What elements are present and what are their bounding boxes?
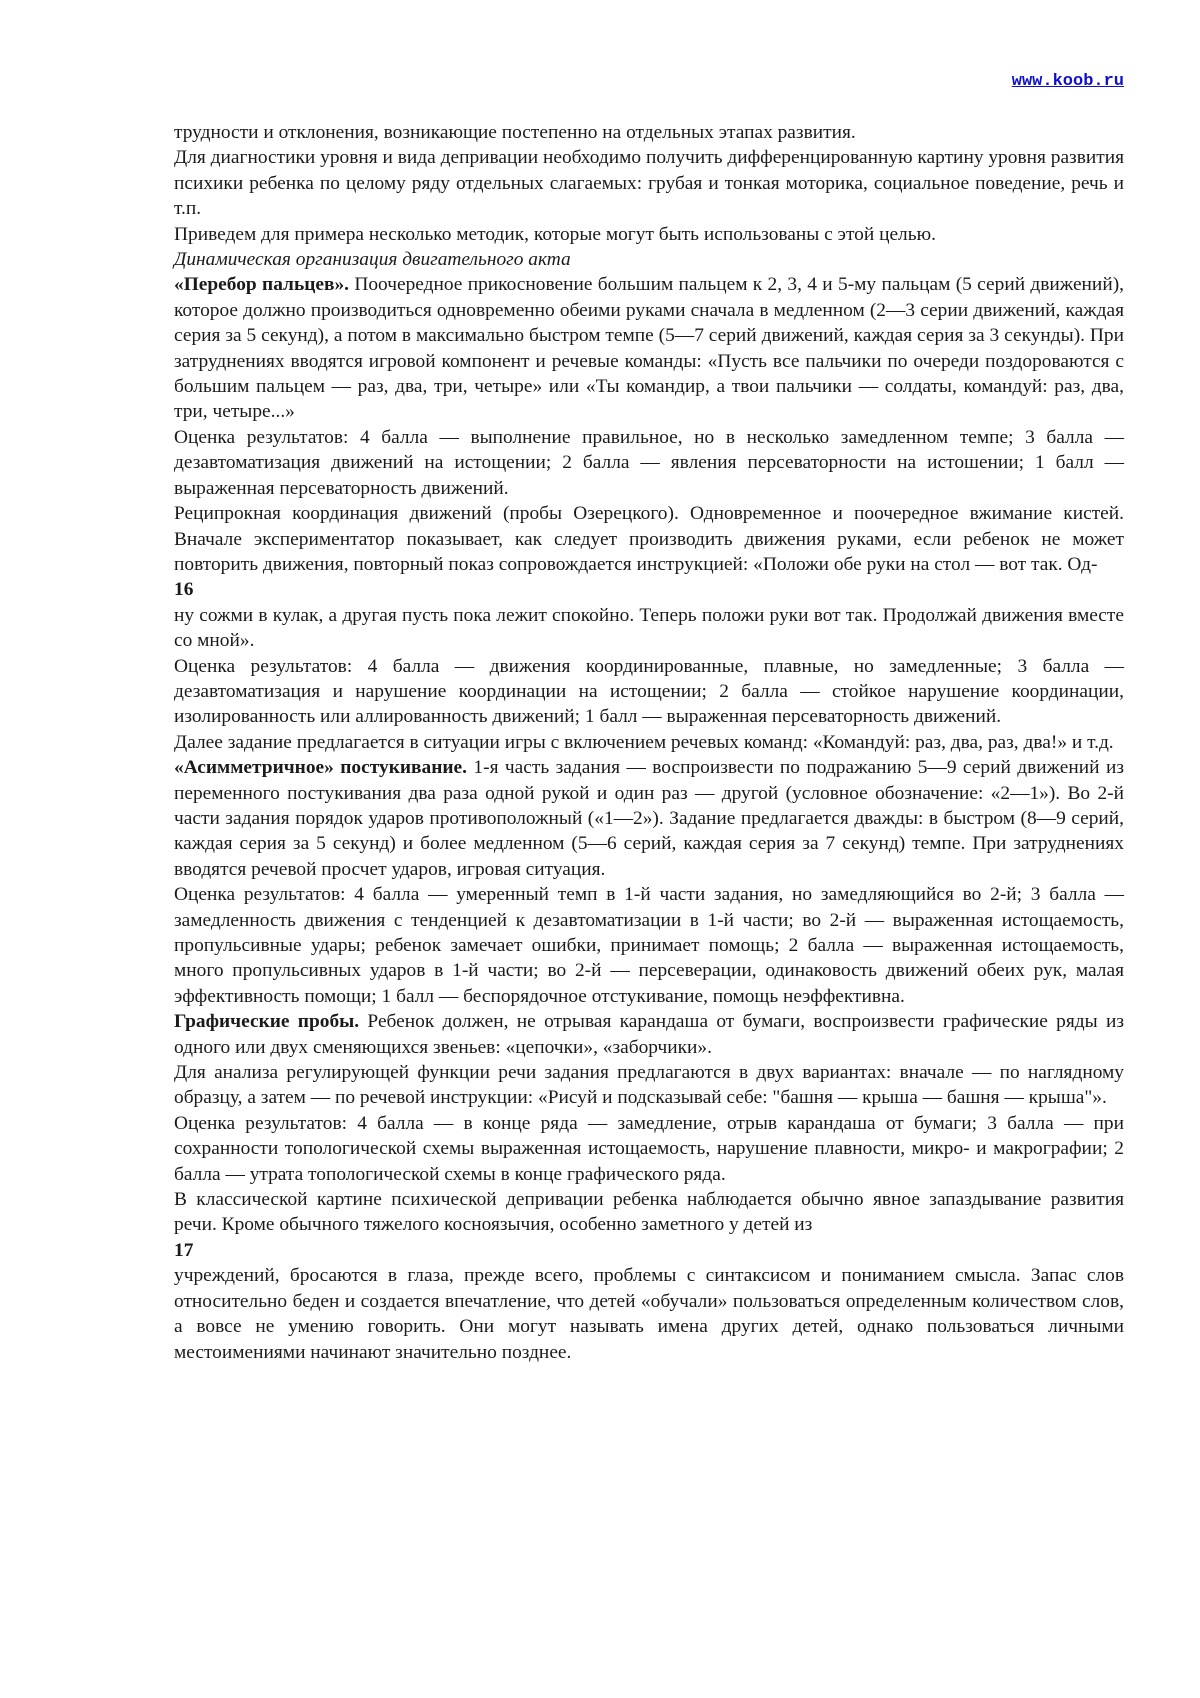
- page-number: 17: [174, 1239, 194, 1261]
- paragraph: трудности и отклонения, возникающие постепенно на отдельных этапах развития.: [174, 122, 856, 143]
- paragraph: Приведем для примера несколько методик, которые могут быть использованы с этой целью.: [174, 223, 936, 245]
- paragraph: Оценка результатов: 4 балла — движения координированные, плавные, но замедленные; 3 балла — дезавтоматизация и нарушение координации на истощении; 2 балла — стойкое нарушение координации, изолированность или аллированность движений; 1 балл — выраженная персеваторность движений.: [174, 655, 1124, 728]
- paragraph: ну сожми в кулак, а другая пусть пока лежит спокойно. Теперь положи руки вот так. Продолжай движения вместе со мной».: [174, 604, 1124, 652]
- paragraph: [174, 755, 1124, 882]
- paragraph-text: Ребенок должен, не отрывая карандаша от бумаги, воспроизвести графические ряды из одного или двух сменяющихся звеньев: «цепочки», «заборчики».: [174, 1011, 1124, 1058]
- page-number: 16: [174, 579, 194, 601]
- paragraph: Оценка результатов: 4 балла — умеренный темп в 1-й части задания, но замедляющийся во 2-й; 3 балла — замедленность движения с тенденцией к дезавтоматизации в 1-й части; во 2-й — выраженная истощаемость, пропульсивные удары; ребенок замечает ошибки, принимает помощь; 2 балла — выраженная истощаемость, много пропульсивных ударов в 1-й части; во 2-й — персеверации, одинаковость движений обеих рук, малая эффективность помощи; 1 балл — беспорядочное отстукивание, помощь неэффективна.: [174, 884, 1124, 1007]
- site-link[interactable]: www.koob.ru: [1011, 72, 1124, 91]
- paragraph: Реципрокная координация движений (пробы Озерецкого). Одновременное и поочередное вжимание кистей. Вначале экспериментатор показывает, как следует производить движения руками, если ребенок не может повторить движения, повторный показ сопровождается инструкцией: «Положи обе руки на стол — вот так. Од-: [174, 503, 1124, 575]
- document-page: [174, 70, 1124, 1365]
- paragraph: Для диагностики уровня и вида депривации необходимо получить дифференцированную картину уровня развития психики ребенка по целому ряду отдельных слагаемых: грубая и тонкая моторика, социальное поведение, речь и т.п.: [174, 147, 1125, 220]
- paragraph: Для анализа регулирующей функции речи задания предлагаются в двух вариантах: вначале — по наглядному образцу, а затем — по речевой инструкции: «Рисуй и подсказывай себе: "башня — крыша — башня — крыша"».: [174, 1062, 1124, 1109]
- page-header: [174, 70, 1124, 120]
- paragraph: Далее задание предлагается в ситуации игры с включением речевых команд: «Командуй: раз, два, раз, два!» и т.д.: [174, 731, 1114, 753]
- paragraph: В классической картине психической депривации ребенка наблюдается обычно явное запаздывание развития речи. Кроме обычного тяжелого косноязычия, особенно заметного у детей из: [174, 1189, 1124, 1236]
- paragraph: учреждений, бросаются в глаза, прежде всего, проблемы с синтаксисом и пониманием смысла. Запас слов относительно беден и создается впечатление, что детей «обучали» пользоваться определенным количеством слов, а вовсе не умению говорить. Они могут называть имена других детей, однако пользоваться личными местоимениями начинают значительно позднее.: [174, 1265, 1124, 1363]
- paragraph-text: 1-я часть задания — воспроизвести по подражанию 5—9 серий движений из переменного постукивания два раза одной рукой и один раз — другой (условное обозначение: «2—1»). Во 2-й части задания порядок ударов противоположный («1—2»). Задание предлагается дважды: в быстром (8—9 серий, каждая серия за 5 секунд) и более медленном (5—6 серий, каждая серия за 7 секунд) темпе. При затруднениях вводятся речевой просчет ударов, игровая ситуация.: [174, 757, 1124, 880]
- section-subheading: Динамическая организация двигательного акта: [174, 249, 571, 271]
- paragraph: [174, 272, 1124, 424]
- paragraph: Оценка результатов: 4 балла — выполнение правильное, но в несколько замедленном темпе; 3 балла — дезавтоматизация движений на истощении; 2 балла — явления персеваторности на истошении; 1 балл — выраженная персеваторность движений.: [174, 426, 1124, 499]
- method-title: «Перебор пальцев».: [174, 274, 349, 296]
- paragraph-text: Поочередное прикосновение большим пальцем к 2, 3, 4 и 5-му пальцам (5 серий движений), которое должно производиться одновременно обеими руками сначала в медленном (2—3 серии движений, каждая серия за 5 секунд), а потом в максимально быстром темпе (5—7 серий движений, каждая серия за 3 секунды). При затруднениях вводятся игровой компонент и речевые команды: «Пусть все пальчики по очереди поздороваются с большим пальцем — раз, два, три, четыре» или «Ты командир, а твои пальчики — солдаты, командуй: раз, два, три, четыре...»: [174, 274, 1124, 423]
- paragraph: Оценка результатов: 4 балла — в конце ряда — замедление, отрыв карандаша от бумаги; 3 балла — при сохранности топологической схемы выраженная истощаемость, нарушение плавности, микро- и макрографии; 2 балла — утрата топологической схемы в конце графического ряда.: [174, 1112, 1124, 1185]
- paragraph: [174, 1009, 1124, 1060]
- method-title: Графические пробы.: [174, 1011, 360, 1033]
- method-title: «Асимметричное» постукивание.: [174, 757, 468, 779]
